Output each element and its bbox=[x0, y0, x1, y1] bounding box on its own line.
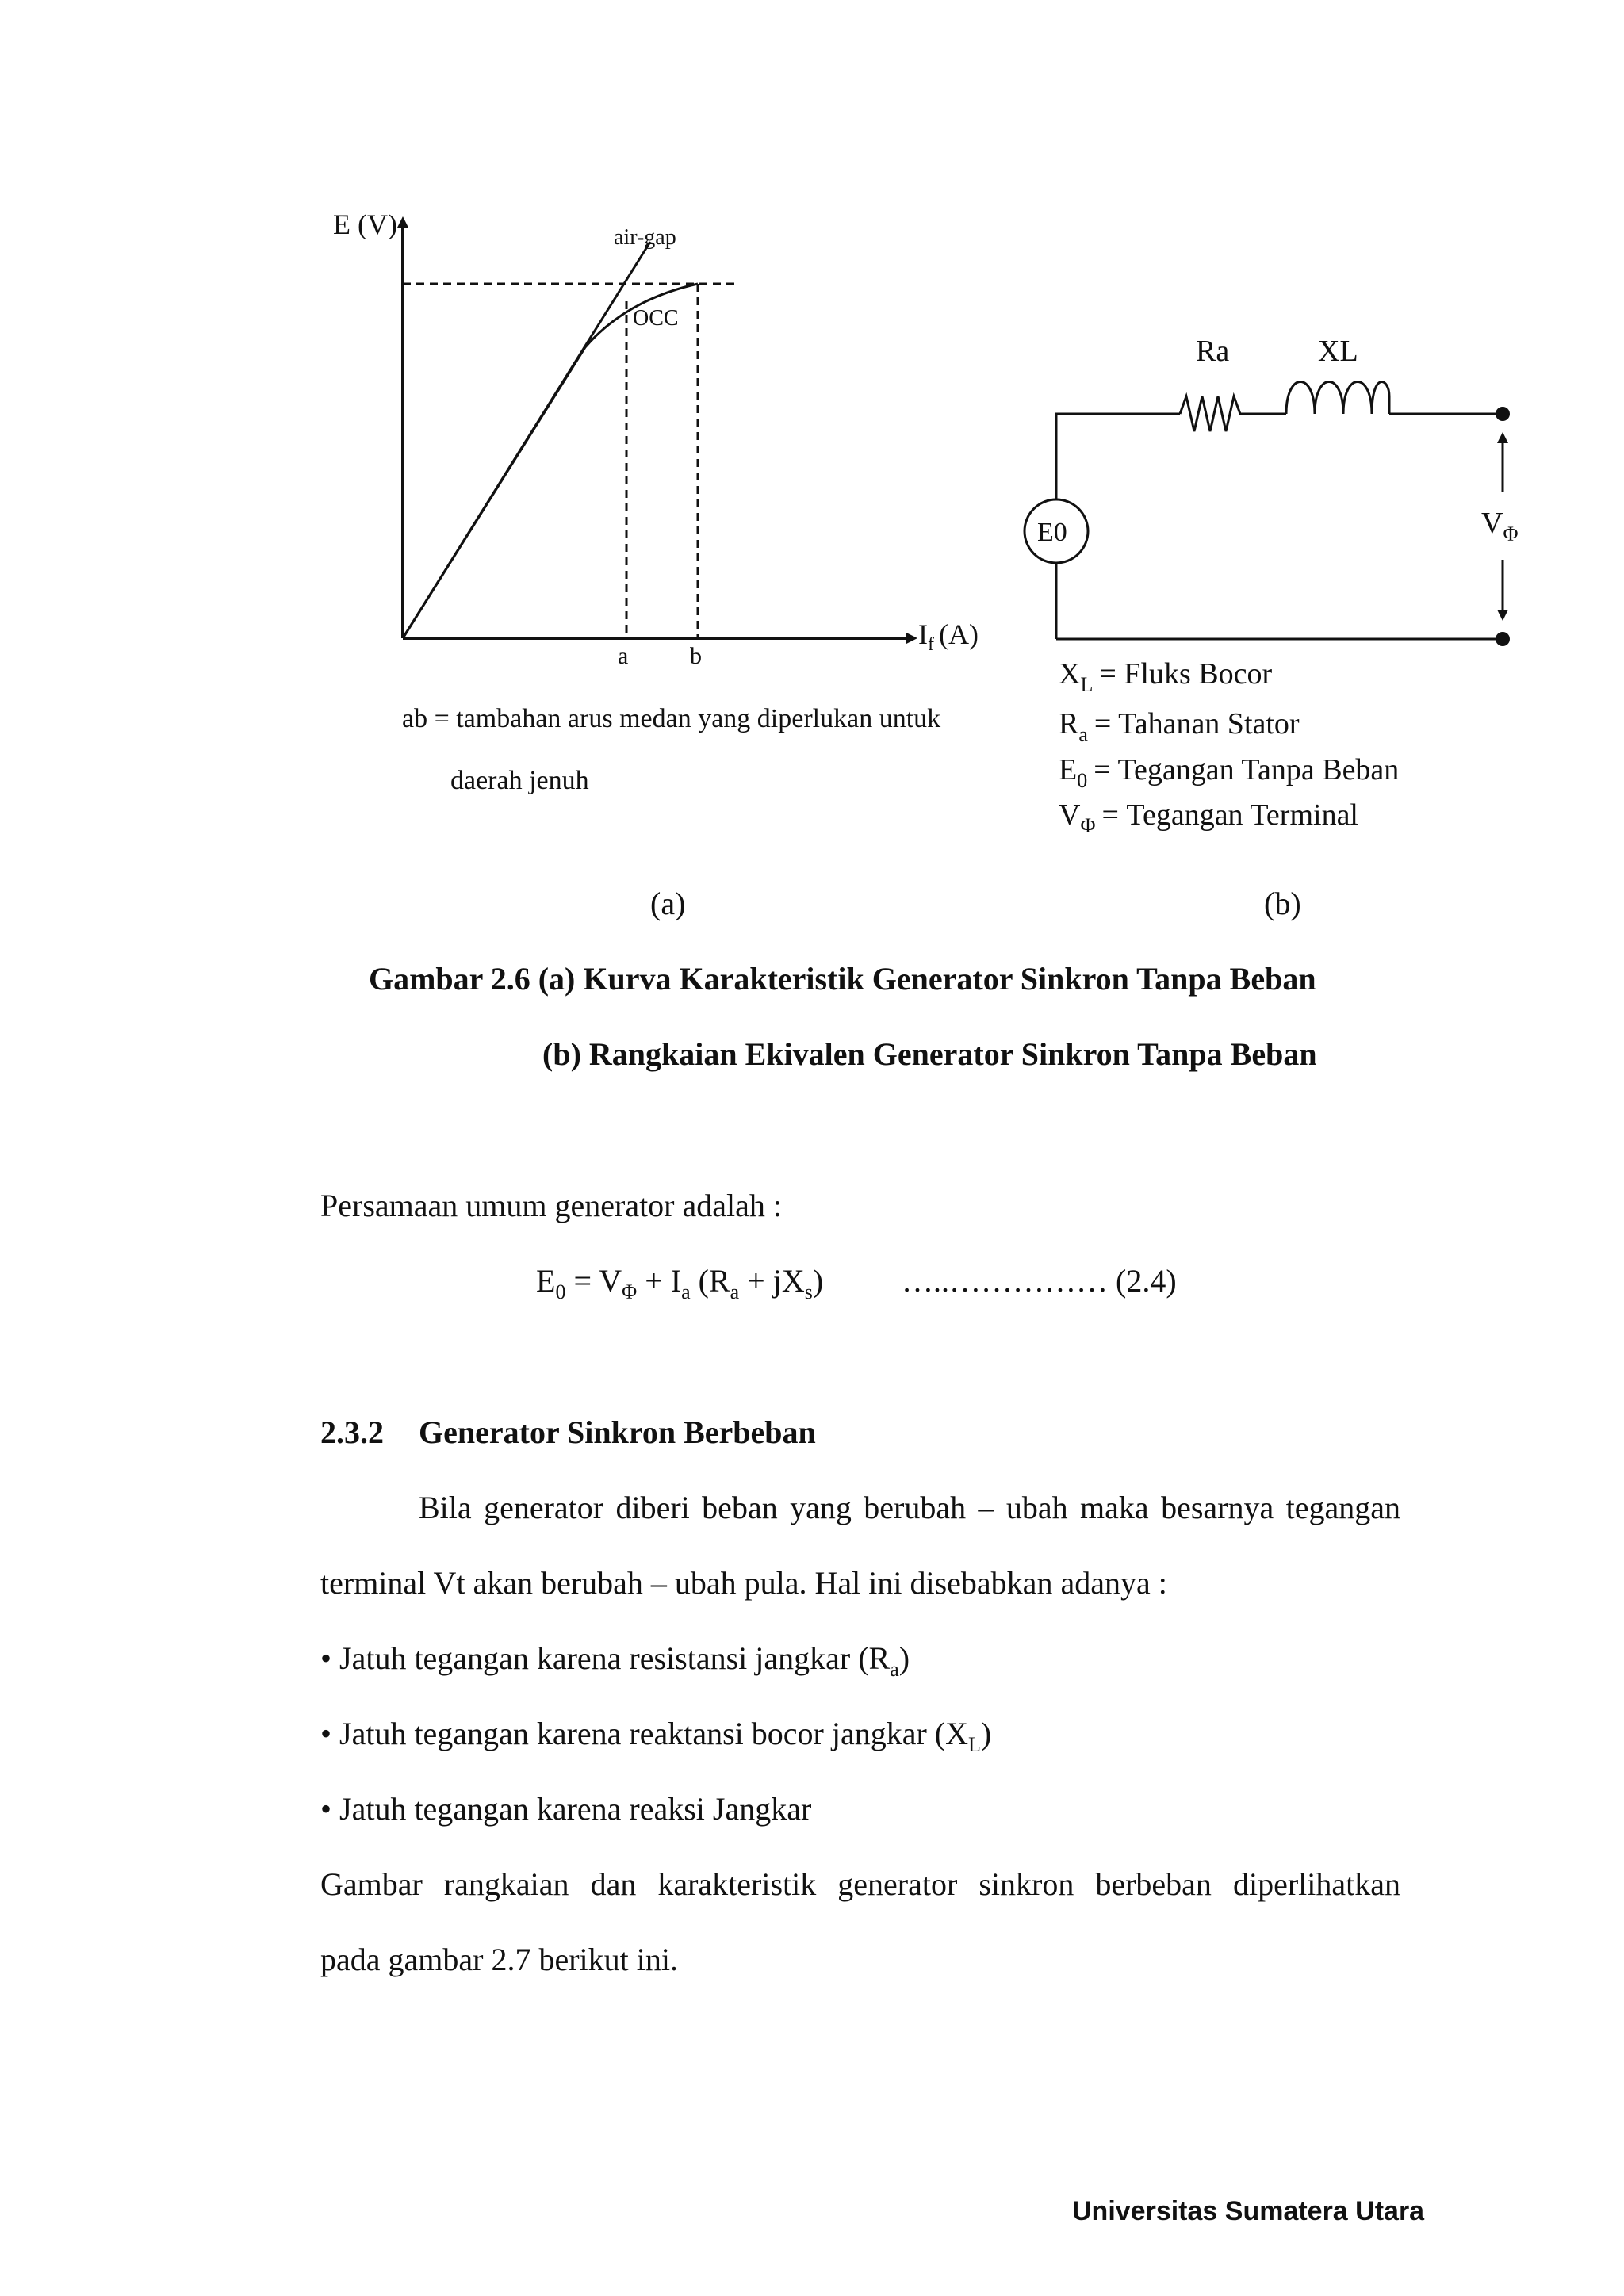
figure-caption-line-1: Gambar 2.6 (a) Kurva Karakteristik Generator Sinkron Tanpa Beban bbox=[369, 961, 1316, 997]
source-label: E0 bbox=[1037, 518, 1067, 547]
xl-label: XL bbox=[1318, 335, 1358, 368]
legend-xl: $X_L$ = Fluks Bocor bbox=[1059, 657, 1273, 696]
figure-b-equivalent-circuit bbox=[0, 0, 1624, 872]
paragraph-2-line-1: Gambar rangkaian dan karakteristik generator sinkron berbeban diperlihatkan bbox=[320, 1866, 1400, 1902]
terminal-bottom bbox=[1496, 632, 1510, 646]
legend-ra: $R_a$ = Tahanan Stator bbox=[1059, 707, 1300, 746]
note-line-1: ab = tambahan arus medan yang diperlukan untuk bbox=[402, 704, 941, 733]
paragraph-1-line-2: terminal Vt akan berubah – ubah pula. Hal ini disebabkan adanya : bbox=[320, 1565, 1167, 1601]
occ-label: OCC bbox=[633, 306, 679, 331]
page-footer: Universitas Sumatera Utara bbox=[1072, 2196, 1425, 2226]
subfig-b-label: (b) bbox=[1264, 886, 1301, 921]
section-number: 2.3.2 bbox=[320, 1414, 384, 1450]
bullet-item-2: • Jatuh tegangan karena reaktansi bocor jangkar $(X_L)$ bbox=[320, 1716, 992, 1756]
intro-paragraph: Persamaan umum generator adalah : bbox=[320, 1188, 782, 1223]
bullet-item-3: • Jatuh tegangan karena reaksi Jangkar bbox=[320, 1791, 812, 1827]
tick-a-label: a bbox=[618, 643, 629, 669]
top-wire-left bbox=[1056, 414, 1180, 499]
bullet-item-1: • Jatuh tegangan karena resistansi jangkar $(R_a)$ bbox=[320, 1640, 910, 1681]
circuit-legend bbox=[1059, 657, 1399, 837]
equation-2-4: $E_0 = V_\Phi + I_a$ $(R_a + jX_s)$ bbox=[536, 1263, 824, 1303]
x-axis-label: $I_f$ (A) bbox=[918, 618, 979, 655]
inductor-xl bbox=[1286, 382, 1389, 415]
note-line-2: daerah jenuh bbox=[450, 766, 589, 795]
air-gap-label: air-gap bbox=[614, 225, 676, 250]
section-title: Generator Sinkron Berbeban bbox=[419, 1414, 816, 1450]
v-phi-label: $V_\Phi$ bbox=[1481, 507, 1519, 545]
resistor-ra bbox=[1180, 396, 1286, 431]
legend-vphi: $V_\Phi$ = Tegangan Terminal bbox=[1059, 798, 1358, 837]
legend-e0: $E_0$ = Tegangan Tanpa Beban bbox=[1059, 753, 1400, 792]
equation-number: …..…………… (2.4) bbox=[902, 1263, 1177, 1299]
paragraph-1-line-1: Bila generator diberi beban yang berubah – ubah maka besarnya tegangan bbox=[419, 1490, 1400, 1525]
paragraph-2-line-2: pada gambar 2.7 berikut ini. bbox=[320, 1942, 678, 1977]
terminal-top bbox=[1496, 407, 1510, 421]
ra-label: Ra bbox=[1196, 335, 1230, 368]
figure-caption-line-2: (b) Rangkaian Ekivalen Generator Sinkron Tanpa Beban bbox=[542, 1036, 1317, 1072]
y-axis-label: E (V) bbox=[333, 209, 397, 240]
tick-b-label: b bbox=[690, 643, 702, 669]
subfig-a-label: (a) bbox=[650, 886, 686, 921]
